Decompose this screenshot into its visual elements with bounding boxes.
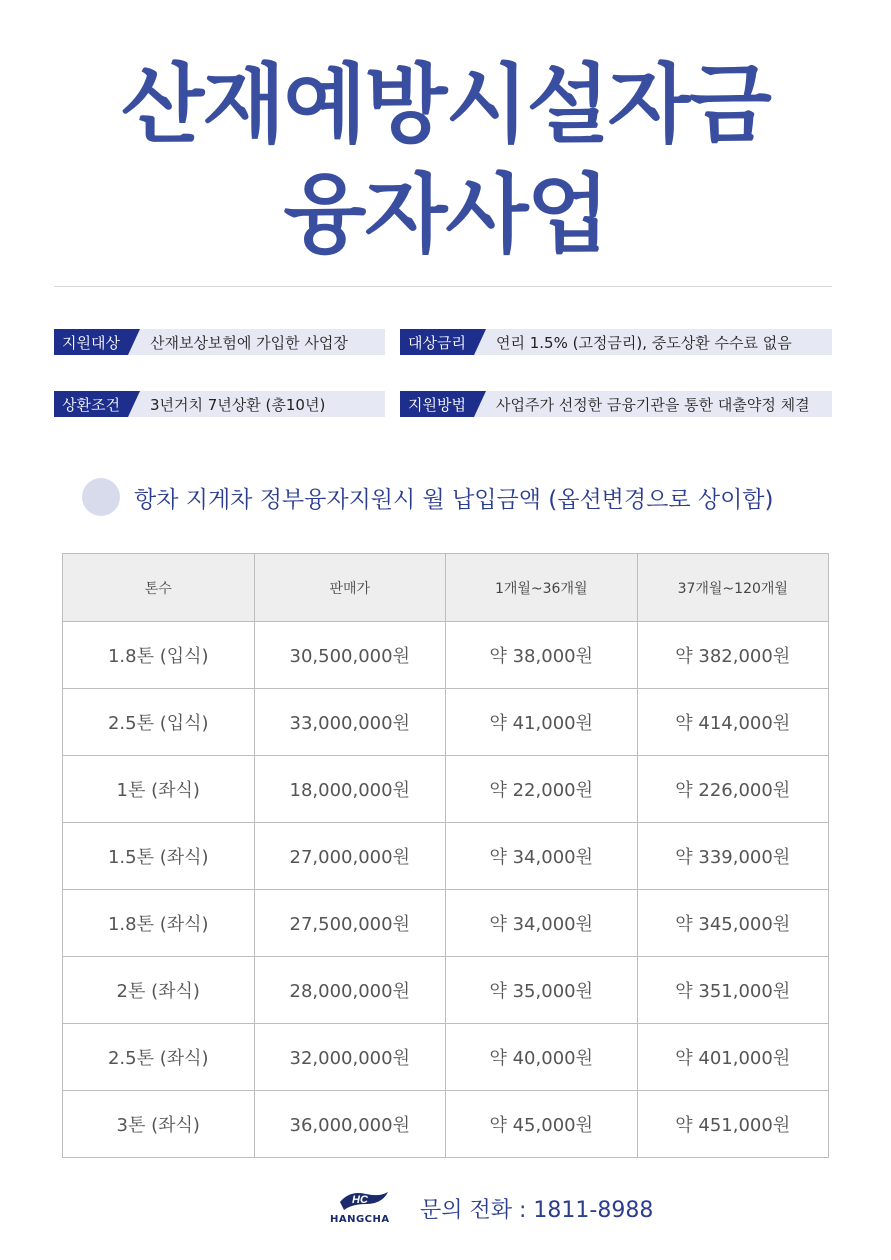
section-subtitle [82,478,773,516]
cell-tonnage: 2.5톤 (입식) [63,689,255,756]
phone-contact: 문의 전화 : 1811-8988 [420,1197,654,1223]
page-title-line1: 산재예방시설자금 [121,55,770,155]
info-tag: 지원방법 [400,391,474,417]
table-row [63,689,829,756]
info-support-method [400,391,832,417]
page-title-line2: 융자사업 [283,165,608,265]
cell-price: 27,000,000원 [254,823,446,890]
info-value: 산재보상보험에 가입한 사업장 [128,329,385,355]
hangcha-logo-icon [336,1188,392,1212]
cell-payment-late: 약 451,000원 [637,1091,829,1158]
table-row [63,756,829,823]
table-row [63,957,829,1024]
cell-payment-early: 약 41,000원 [446,689,638,756]
cell-payment-late: 약 351,000원 [637,957,829,1024]
cell-tonnage: 1.8톤 (입식) [63,622,255,689]
cell-price: 32,000,000원 [254,1024,446,1091]
cell-price: 18,000,000원 [254,756,446,823]
cell-payment-early: 약 34,000원 [446,890,638,957]
cell-payment-early: 약 35,000원 [446,957,638,1024]
cell-tonnage: 1.8톤 (좌식) [63,890,255,957]
header-price: 판매가 [254,554,446,622]
cell-tonnage: 2.5톤 (좌식) [63,1024,255,1091]
footer [330,1188,653,1228]
info-interest-rate [400,329,832,355]
header-tonnage: 톤수 [63,554,255,622]
payment-table [62,553,829,1158]
info-value: 3년거치 7년상환 (총10년) [128,391,385,417]
cell-payment-early: 약 38,000원 [446,622,638,689]
bullet-dot-icon [82,478,120,516]
divider [54,286,832,287]
info-tag: 지원대상 [54,329,128,355]
table-row [63,622,829,689]
info-support-target [54,329,385,355]
cell-price: 33,000,000원 [254,689,446,756]
info-value: 연리 1.5% (고정금리), 중도상환 수수료 없음 [474,329,832,355]
table-row [63,1091,829,1158]
cell-price: 27,500,000원 [254,890,446,957]
cell-payment-early: 약 40,000원 [446,1024,638,1091]
info-tag: 상환조건 [54,391,128,417]
table-row [63,823,829,890]
info-value: 사업주가 선정한 금융기관을 통한 대출약정 체결 [474,391,832,417]
table-header-row [63,554,829,622]
table-row [63,1024,829,1091]
cell-payment-late: 약 226,000원 [637,756,829,823]
cell-price: 30,500,000원 [254,622,446,689]
cell-payment-early: 약 45,000원 [446,1091,638,1158]
cell-payment-late: 약 382,000원 [637,622,829,689]
hangcha-logo [330,1188,398,1228]
cell-price: 36,000,000원 [254,1091,446,1158]
subtitle-text: 항차 지게차 정부융자지원시 월 납입금액 (옵션변경으로 상이함) [134,486,774,513]
info-tag: 대상금리 [400,329,474,355]
cell-price: 28,000,000원 [254,957,446,1024]
cell-tonnage: 2톤 (좌식) [63,957,255,1024]
cell-payment-late: 약 345,000원 [637,890,829,957]
header-months-1-36: 1개월~36개월 [446,554,638,622]
cell-tonnage: 3톤 (좌식) [63,1091,255,1158]
cell-tonnage: 1.5톤 (좌식) [63,823,255,890]
brand-name: HANGCHA [330,1214,390,1225]
cell-payment-late: 약 401,000원 [637,1024,829,1091]
table-row [63,890,829,957]
header-months-37-120: 37개월~120개월 [637,554,829,622]
cell-tonnage: 1톤 (좌식) [63,756,255,823]
logo-mark: HC [352,1194,368,1206]
cell-payment-early: 약 34,000원 [446,823,638,890]
cell-payment-early: 약 22,000원 [446,756,638,823]
cell-payment-late: 약 414,000원 [637,689,829,756]
cell-payment-late: 약 339,000원 [637,823,829,890]
info-repayment [54,391,385,417]
